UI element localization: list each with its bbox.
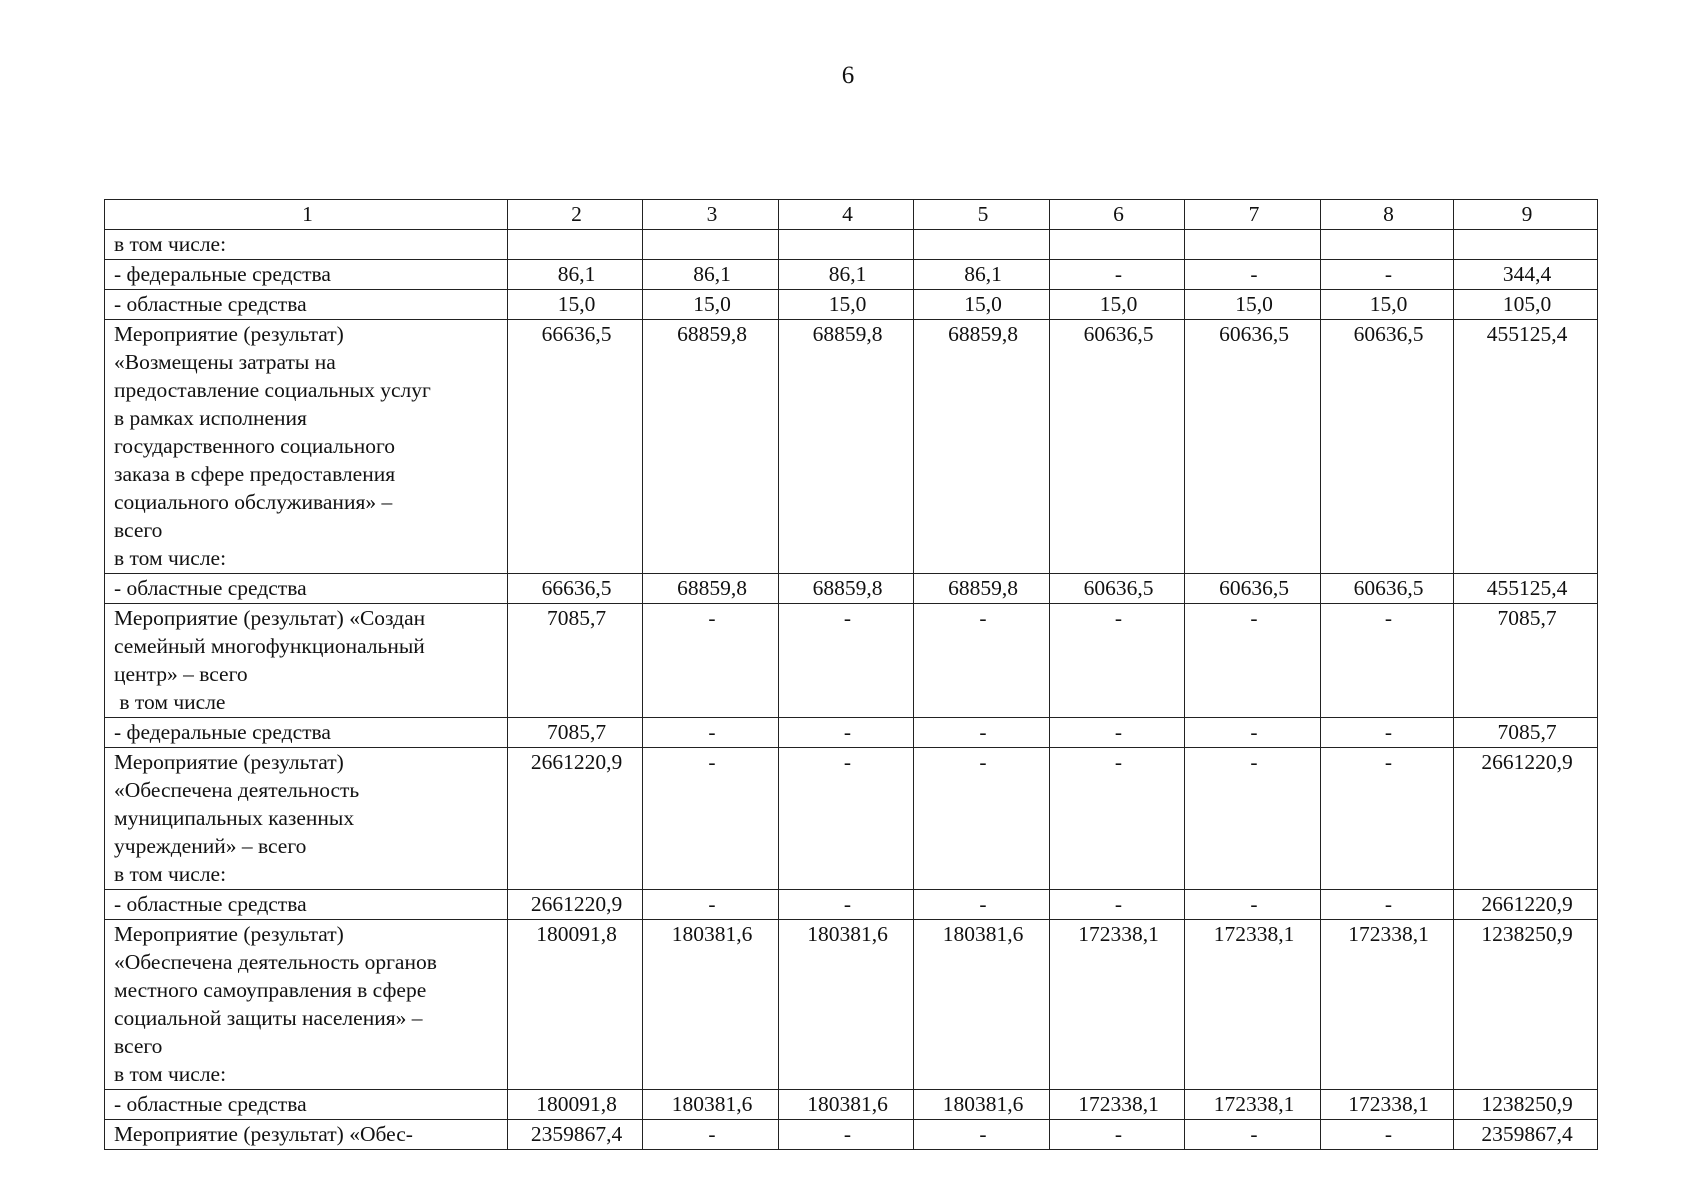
row-label-line: «Обеспечена деятельность bbox=[114, 778, 360, 802]
table-row bbox=[105, 718, 1598, 748]
value-cell: 68859,8 bbox=[779, 320, 914, 574]
row-label-line: в том числе: bbox=[114, 1062, 227, 1086]
value-cell: 172338,1 bbox=[1050, 920, 1185, 1090]
value-cell: 172338,1 bbox=[1185, 1090, 1321, 1120]
value-cell: - bbox=[1050, 260, 1185, 290]
value-cell: 2359867,4 bbox=[1454, 1120, 1598, 1150]
row-label bbox=[105, 1120, 508, 1150]
value-cell: 15,0 bbox=[1321, 290, 1454, 320]
value-cell: 68859,8 bbox=[914, 574, 1050, 604]
row-label-line: «Обеспечена деятельность органов bbox=[114, 950, 437, 974]
value-cell: - bbox=[1321, 890, 1454, 920]
value-cell: 86,1 bbox=[508, 260, 643, 290]
value-cell: - bbox=[1321, 604, 1454, 718]
value-cell: 180381,6 bbox=[643, 1090, 779, 1120]
row-label-line: государственного социального bbox=[114, 434, 395, 458]
value-cell: - bbox=[1050, 718, 1185, 748]
row-label bbox=[105, 290, 508, 320]
row-label bbox=[105, 320, 508, 574]
value-cell: - bbox=[1185, 890, 1321, 920]
col-header: 3 bbox=[643, 200, 779, 230]
row-label bbox=[105, 574, 508, 604]
table-row bbox=[105, 1090, 1598, 1120]
value-cell: 2661220,9 bbox=[1454, 748, 1598, 890]
row-label-line: - федеральные средства bbox=[114, 720, 331, 744]
table-row bbox=[105, 320, 1598, 574]
value-cell: 60636,5 bbox=[1185, 320, 1321, 574]
row-label-line: в том числе: bbox=[114, 862, 227, 886]
value-cell: - bbox=[1321, 1120, 1454, 1150]
budget-table bbox=[104, 199, 1598, 1150]
value-cell: - bbox=[914, 748, 1050, 890]
value-cell: - bbox=[1050, 1120, 1185, 1150]
row-label-line: всего bbox=[114, 518, 163, 542]
value-cell: - bbox=[779, 748, 914, 890]
row-label-line: в рамках исполнения bbox=[114, 406, 307, 430]
row-label-line: всего bbox=[114, 1034, 163, 1058]
row-label-line: в том числе bbox=[114, 690, 226, 714]
value-cell: 455125,4 bbox=[1454, 574, 1598, 604]
value-cell: 180381,6 bbox=[779, 1090, 914, 1120]
row-label-line: заказа в сфере предоставления bbox=[114, 462, 396, 486]
value-cell: 7085,7 bbox=[508, 604, 643, 718]
row-label-line: - федеральные средства bbox=[114, 262, 331, 286]
col-header: 4 bbox=[779, 200, 914, 230]
value-cell: - bbox=[1321, 260, 1454, 290]
table-row bbox=[105, 748, 1598, 890]
value-cell: 66636,5 bbox=[508, 320, 643, 574]
value-cell bbox=[508, 230, 643, 260]
table-body bbox=[105, 200, 1598, 1150]
row-label-line: учреждений» – всего bbox=[114, 834, 307, 858]
value-cell: 344,4 bbox=[1454, 260, 1598, 290]
value-cell: - bbox=[1185, 718, 1321, 748]
table-row bbox=[105, 920, 1598, 1090]
row-label-line: - областные средства bbox=[114, 1092, 307, 1116]
value-cell: 86,1 bbox=[914, 260, 1050, 290]
value-cell: - bbox=[643, 718, 779, 748]
value-cell: 86,1 bbox=[779, 260, 914, 290]
value-cell: 86,1 bbox=[643, 260, 779, 290]
value-cell: - bbox=[1050, 604, 1185, 718]
value-cell: 68859,8 bbox=[643, 320, 779, 574]
page-number: 6 bbox=[841, 62, 855, 89]
value-cell: - bbox=[1185, 748, 1321, 890]
value-cell: - bbox=[1050, 890, 1185, 920]
row-label-line: предоставление социальных услуг bbox=[114, 378, 431, 402]
row-label-line: «Возмещены затраты на bbox=[114, 350, 336, 374]
value-cell: 2661220,9 bbox=[508, 890, 643, 920]
value-cell bbox=[643, 230, 779, 260]
value-cell: 2359867,4 bbox=[508, 1120, 643, 1150]
row-label-line: центр» – всего bbox=[114, 662, 248, 686]
value-cell: 172338,1 bbox=[1185, 920, 1321, 1090]
value-cell: - bbox=[914, 890, 1050, 920]
value-cell: - bbox=[643, 890, 779, 920]
value-cell: 60636,5 bbox=[1050, 574, 1185, 604]
value-cell: 1238250,9 bbox=[1454, 1090, 1598, 1120]
value-cell: 180381,6 bbox=[914, 920, 1050, 1090]
col-header: 2 bbox=[508, 200, 643, 230]
header-row bbox=[105, 200, 1598, 230]
row-label bbox=[105, 718, 508, 748]
row-label-line: социальной защиты населения» – bbox=[114, 1006, 423, 1030]
col-header: 6 bbox=[1050, 200, 1185, 230]
row-label bbox=[105, 260, 508, 290]
row-label bbox=[105, 604, 508, 718]
col-header: 5 bbox=[914, 200, 1050, 230]
value-cell: 15,0 bbox=[1185, 290, 1321, 320]
row-label bbox=[105, 1090, 508, 1120]
value-cell: 60636,5 bbox=[1321, 574, 1454, 604]
row-label-line: - областные средства bbox=[114, 576, 307, 600]
value-cell bbox=[1454, 230, 1598, 260]
value-cell: 15,0 bbox=[508, 290, 643, 320]
table-row bbox=[105, 290, 1598, 320]
col-header: 1 bbox=[105, 200, 508, 230]
row-label-line: муниципальных казенных bbox=[114, 806, 355, 830]
value-cell: 180091,8 bbox=[508, 1090, 643, 1120]
value-cell: - bbox=[779, 718, 914, 748]
row-label-line: социального обслуживания» – bbox=[114, 490, 393, 514]
value-cell: - bbox=[1321, 718, 1454, 748]
value-cell: 60636,5 bbox=[1185, 574, 1321, 604]
value-cell: - bbox=[779, 1120, 914, 1150]
value-cell: 172338,1 bbox=[1321, 1090, 1454, 1120]
value-cell: 66636,5 bbox=[508, 574, 643, 604]
row-label-line: местного самоуправления в сфере bbox=[114, 978, 427, 1002]
row-label bbox=[105, 890, 508, 920]
value-cell: 68859,8 bbox=[914, 320, 1050, 574]
value-cell: 180381,6 bbox=[643, 920, 779, 1090]
table-row bbox=[105, 604, 1598, 718]
value-cell: - bbox=[1321, 748, 1454, 890]
value-cell: - bbox=[1050, 748, 1185, 890]
value-cell: - bbox=[779, 890, 914, 920]
value-cell: 15,0 bbox=[779, 290, 914, 320]
row-label-line: - областные средства bbox=[114, 292, 307, 316]
row-label-line: Мероприятие (результат) bbox=[114, 750, 344, 774]
value-cell: 15,0 bbox=[1050, 290, 1185, 320]
value-cell: - bbox=[1185, 260, 1321, 290]
value-cell: - bbox=[779, 604, 914, 718]
col-header: 8 bbox=[1321, 200, 1454, 230]
table-row bbox=[105, 230, 1598, 260]
value-cell: 60636,5 bbox=[1321, 320, 1454, 574]
row-label bbox=[105, 230, 508, 260]
value-cell: - bbox=[1185, 604, 1321, 718]
value-cell: - bbox=[914, 1120, 1050, 1150]
value-cell: 2661220,9 bbox=[1454, 890, 1598, 920]
value-cell: 7085,7 bbox=[508, 718, 643, 748]
value-cell bbox=[1050, 230, 1185, 260]
value-cell: 60636,5 bbox=[1050, 320, 1185, 574]
value-cell: - bbox=[643, 748, 779, 890]
value-cell: 2661220,9 bbox=[508, 748, 643, 890]
value-cell: 68859,8 bbox=[643, 574, 779, 604]
value-cell: 180091,8 bbox=[508, 920, 643, 1090]
value-cell: - bbox=[914, 604, 1050, 718]
row-label bbox=[105, 920, 508, 1090]
table-row bbox=[105, 890, 1598, 920]
table-row bbox=[105, 1120, 1598, 1150]
value-cell: 180381,6 bbox=[779, 920, 914, 1090]
col-header: 7 bbox=[1185, 200, 1321, 230]
row-label-line: в том числе: bbox=[114, 546, 227, 570]
value-cell bbox=[1321, 230, 1454, 260]
value-cell: 455125,4 bbox=[1454, 320, 1598, 574]
value-cell: 172338,1 bbox=[1321, 920, 1454, 1090]
value-cell: 15,0 bbox=[914, 290, 1050, 320]
value-cell: 7085,7 bbox=[1454, 604, 1598, 718]
value-cell: - bbox=[1185, 1120, 1321, 1150]
value-cell: - bbox=[643, 604, 779, 718]
row-label-line: семейный многофункциональный bbox=[114, 634, 425, 658]
value-cell: 15,0 bbox=[643, 290, 779, 320]
row-label-line: Мероприятие (результат) «Создан bbox=[114, 606, 426, 630]
value-cell: - bbox=[643, 1120, 779, 1150]
value-cell: 68859,8 bbox=[779, 574, 914, 604]
value-cell: 7085,7 bbox=[1454, 718, 1598, 748]
value-cell: 1238250,9 bbox=[1454, 920, 1598, 1090]
table-row bbox=[105, 260, 1598, 290]
value-cell bbox=[779, 230, 914, 260]
table-row bbox=[105, 574, 1598, 604]
col-header: 9 bbox=[1454, 200, 1598, 230]
value-cell: 180381,6 bbox=[914, 1090, 1050, 1120]
row-label-line: Мероприятие (результат) «Обес- bbox=[114, 1122, 413, 1146]
value-cell bbox=[1185, 230, 1321, 260]
row-label bbox=[105, 748, 508, 890]
row-label-line: Мероприятие (результат) bbox=[114, 322, 344, 346]
row-label-line: - областные средства bbox=[114, 892, 307, 916]
value-cell: 172338,1 bbox=[1050, 1090, 1185, 1120]
value-cell bbox=[914, 230, 1050, 260]
value-cell: 105,0 bbox=[1454, 290, 1598, 320]
row-label-line: Мероприятие (результат) bbox=[114, 922, 344, 946]
row-label-line: в том числе: bbox=[114, 232, 227, 256]
value-cell: - bbox=[914, 718, 1050, 748]
